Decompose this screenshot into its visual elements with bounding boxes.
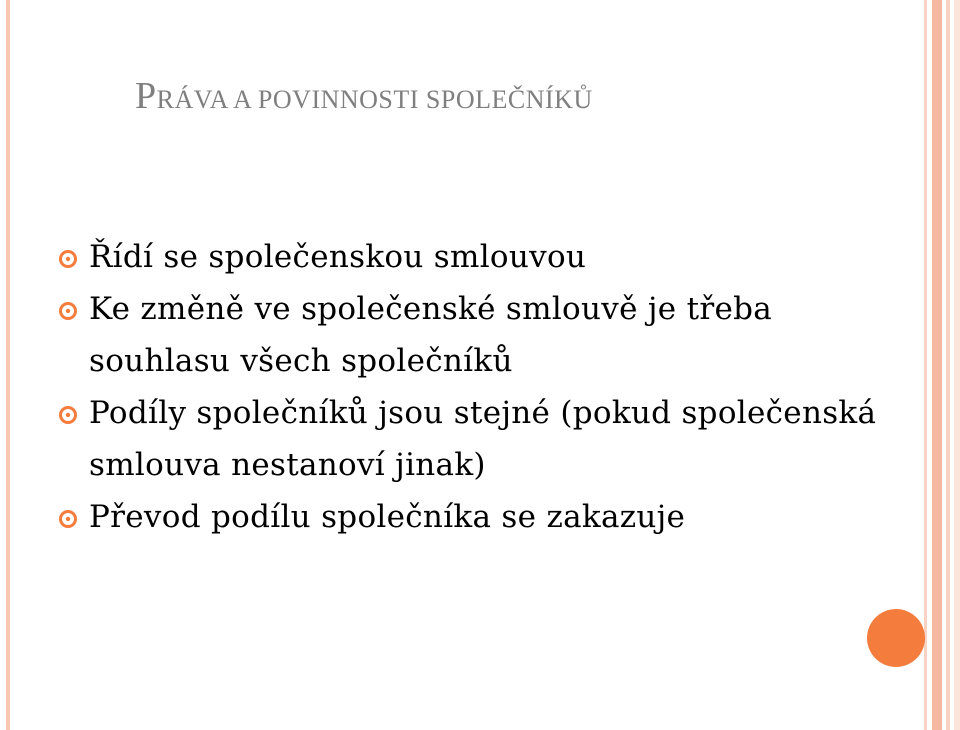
bullet-item <box>58 231 898 283</box>
right-stripe-decoration <box>932 0 942 730</box>
bullet-text: Řídí se společenskou smlouvou <box>89 239 587 275</box>
orange-circle-bullet-icon <box>58 249 78 269</box>
bullet-text: Převod podílu společníka se zakazuje <box>89 499 686 535</box>
right-stripe-decoration <box>954 0 960 730</box>
bullet-list <box>58 231 898 543</box>
bullet-item <box>58 387 898 491</box>
orange-circle-icon <box>867 609 925 667</box>
slide-title-initial: P <box>135 75 157 117</box>
bullet-text: Podíly společníků jsou stejné (pokud společenská smlouva nestanoví jinak) <box>89 395 877 483</box>
left-border-decoration <box>6 0 10 730</box>
right-stripe-decoration <box>924 0 927 730</box>
bullet-item <box>58 491 898 543</box>
bullet-item <box>58 283 898 387</box>
bullet-text: Ke změně ve společenské smlouvě je třeba souhlasu všech společníků <box>89 291 773 379</box>
orange-circle-bullet-icon <box>58 301 78 321</box>
slide-title <box>135 74 593 118</box>
slide-title-rest: RÁVA A POVINNOSTI SPOLEČNÍKŮ <box>156 85 593 114</box>
orange-circle-bullet-icon <box>58 405 78 425</box>
orange-circle-bullet-icon <box>58 509 78 529</box>
right-stripe-decoration <box>946 0 950 730</box>
